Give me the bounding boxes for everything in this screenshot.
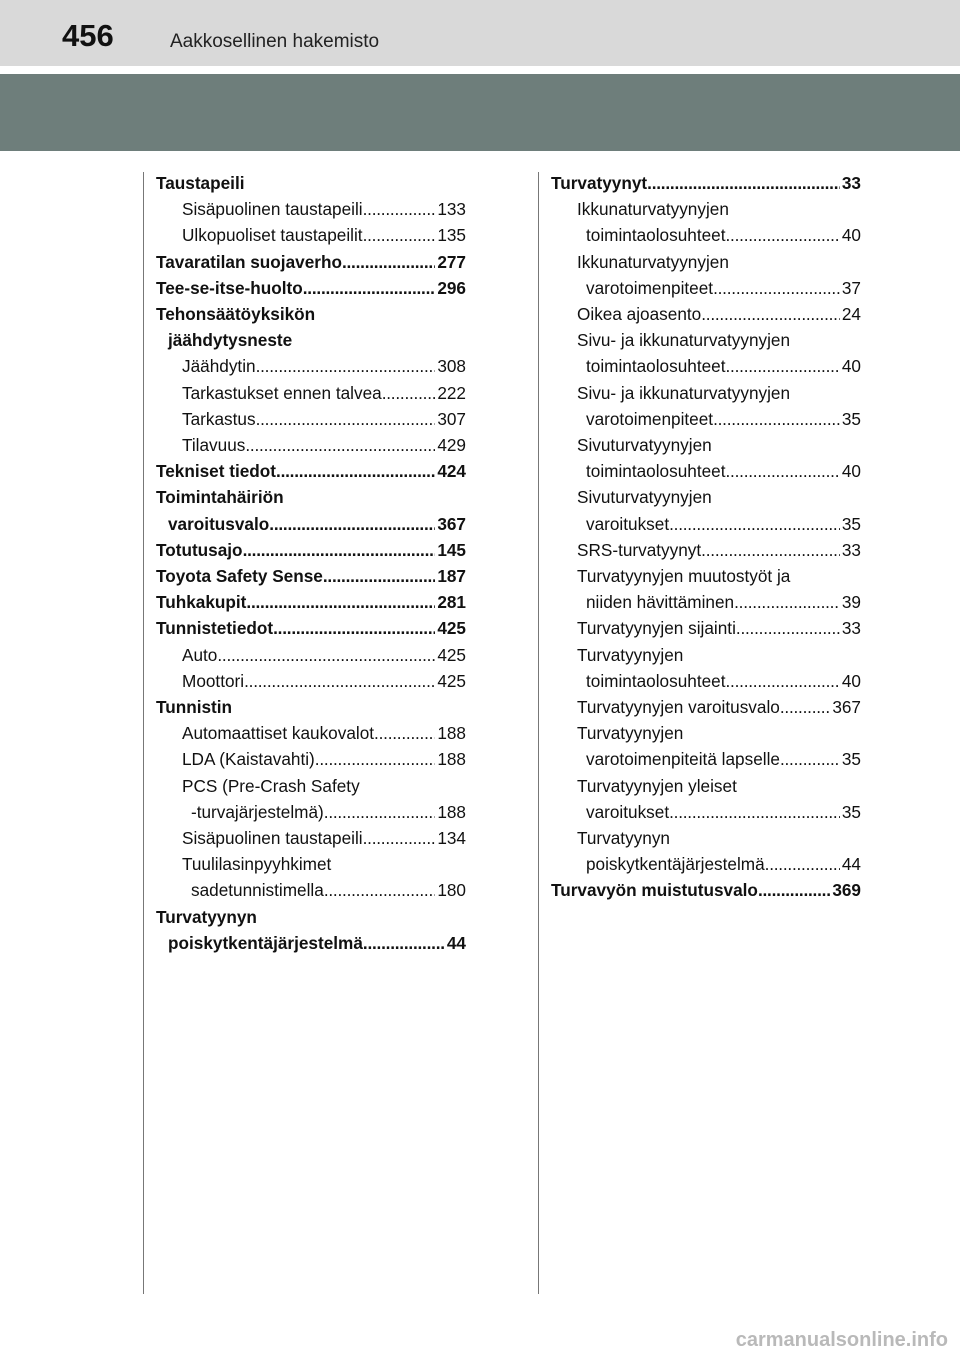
- index-term: Tilavuus: [182, 435, 246, 456]
- index-term: Sivuturvatyynyjen: [577, 435, 712, 456]
- index-entry: [551, 458, 861, 484]
- index-term: Moottori: [182, 670, 245, 691]
- index-entry: [156, 353, 466, 379]
- index-term: Turvatyynyn: [156, 906, 257, 927]
- index-term: Oikea ajoasento: [577, 304, 702, 325]
- dot-leader: [713, 406, 840, 432]
- dot-leader: [713, 275, 840, 301]
- index-entry: [551, 877, 861, 903]
- index-entry: [551, 511, 861, 537]
- index-entry: [156, 170, 466, 196]
- dot-leader: [363, 222, 436, 248]
- dot-leader: [244, 668, 435, 694]
- index-term: Tee-se-itse-huolto: [156, 277, 303, 298]
- index-term: -turvajärjestelmä): [191, 801, 324, 822]
- index-term: Tehonsäätöyksikön: [156, 304, 316, 325]
- dot-leader: [726, 458, 840, 484]
- dot-leader: [669, 511, 840, 537]
- dot-leader: [736, 615, 840, 641]
- index-term: Turvatyynyjen sijainti: [577, 618, 736, 639]
- index-term: toimintaolosuhteet: [586, 670, 726, 691]
- index-term: varotoimenpiteitä lapselle: [586, 749, 780, 770]
- page-reference: 425: [437, 670, 466, 691]
- index-term: Sisäpuolinen taustapeili: [182, 199, 363, 220]
- page-reference: 134: [437, 828, 466, 849]
- index-term: Tarkastukset ennen talvea: [182, 382, 382, 403]
- left-column-divider: [143, 172, 144, 1294]
- page-reference: 40: [841, 461, 861, 482]
- page-reference: 37: [841, 277, 861, 298]
- index-entry: [156, 458, 466, 484]
- page-reference: 367: [437, 513, 466, 534]
- page-reference: 424: [437, 461, 466, 482]
- dot-leader: [324, 877, 436, 903]
- index-term: toimintaolosuhteet: [586, 461, 726, 482]
- section-banner: [0, 74, 960, 151]
- page-reference: 425: [437, 644, 466, 665]
- index-entry: [156, 746, 466, 772]
- index-term: varoitusvalo: [168, 513, 270, 534]
- index-term: Sivu- ja ikkunaturvatyynyjen: [577, 330, 791, 351]
- index-term: Sivu- ja ikkunaturvatyynyjen: [577, 382, 791, 403]
- dot-leader: [780, 746, 840, 772]
- index-entry: [551, 615, 861, 641]
- index-term: Sivuturvatyynyjen: [577, 487, 712, 508]
- dot-leader: [269, 511, 435, 537]
- dot-leader: [273, 615, 435, 641]
- index-entry: [551, 746, 861, 772]
- page-reference: 222: [437, 382, 466, 403]
- index-term: varotoimenpiteet: [586, 408, 714, 429]
- dot-leader: [780, 694, 830, 720]
- page-reference: 188: [437, 749, 466, 770]
- index-term: Ulkopuoliset taustapeilit: [182, 225, 363, 246]
- watermark: carmanualsonline.info: [735, 1329, 948, 1351]
- index-entry: [551, 327, 861, 353]
- page-reference: 133: [437, 199, 466, 220]
- index-term: Tavaratilan suojaverho: [156, 251, 342, 272]
- dot-leader: [765, 851, 840, 877]
- index-term: SRS-turvatyynyt: [577, 539, 702, 560]
- dot-leader: [734, 589, 840, 615]
- dot-leader: [701, 537, 840, 563]
- dot-leader: [726, 668, 840, 694]
- index-entry: [551, 484, 861, 510]
- page-reference: 24: [841, 304, 861, 325]
- page-reference: 281: [437, 592, 466, 613]
- index-entry: [156, 720, 466, 746]
- index-entry: [156, 851, 466, 877]
- index-term: Turvatyynyjen: [577, 644, 684, 665]
- dot-leader: [374, 720, 435, 746]
- index-entry: [551, 222, 861, 248]
- page-reference: 35: [841, 749, 861, 770]
- index-term: poiskytkentäjärjestelmä: [168, 932, 363, 953]
- page-reference: 145: [437, 539, 466, 560]
- dot-leader: [363, 825, 436, 851]
- index-term: PCS (Pre-Crash Safety: [182, 775, 360, 796]
- page-reference: 40: [841, 356, 861, 377]
- dot-leader: [245, 432, 435, 458]
- index-entry: [551, 694, 861, 720]
- page-reference: 44: [841, 854, 861, 875]
- page-reference: 296: [437, 277, 466, 298]
- index-term: Tuulilasinpyyhkimet: [182, 854, 332, 875]
- index-term: Tuhkakupit: [156, 592, 247, 613]
- index-term: niiden hävittäminen: [586, 592, 735, 613]
- dot-leader: [669, 799, 840, 825]
- dot-leader: [363, 196, 436, 222]
- index-term: Tekniset tiedot: [156, 461, 277, 482]
- index-term: varoitukset: [586, 801, 670, 822]
- dot-leader: [217, 642, 435, 668]
- index-term: Ikkunaturvatyynyjen: [577, 199, 729, 220]
- index-term: Tunnistin: [156, 697, 233, 718]
- index-entry: [156, 196, 466, 222]
- page-reference: 180: [437, 880, 466, 901]
- index-entry: [156, 694, 466, 720]
- index-term: Jäähdytin: [182, 356, 256, 377]
- index-entry: [156, 668, 466, 694]
- index-term: sadetunnistimella: [191, 880, 324, 901]
- page-reference: 367: [832, 697, 861, 718]
- page-reference: 135: [437, 225, 466, 246]
- index-entry: [156, 563, 466, 589]
- dot-leader: [647, 170, 840, 196]
- index-term: Tarkastus: [182, 408, 256, 429]
- dot-leader: [701, 301, 840, 327]
- dot-leader: [323, 563, 435, 589]
- index-entry: [551, 249, 861, 275]
- index-term: poiskytkentäjärjestelmä: [586, 854, 765, 875]
- page-reference: 33: [841, 539, 861, 560]
- index-entry: [156, 904, 466, 930]
- index-entry: [551, 353, 861, 379]
- index-entry: [551, 380, 861, 406]
- page-reference: 44: [446, 932, 466, 953]
- index-entry: [551, 825, 861, 851]
- page-reference: 308: [437, 356, 466, 377]
- index-entry: [156, 301, 466, 327]
- index-term: varoitukset: [586, 513, 670, 534]
- index-entry: [551, 537, 861, 563]
- index-entry: [156, 615, 466, 641]
- index-term: LDA (Kaistavahti): [182, 749, 315, 770]
- index-term: Toyota Safety Sense: [156, 566, 323, 587]
- index-term: Sisäpuolinen taustapeili: [182, 828, 363, 849]
- index-term: Totutusajo: [156, 539, 243, 560]
- index-term: Taustapeili: [156, 173, 245, 193]
- index-entry: [156, 249, 466, 275]
- index-entry: [156, 380, 466, 406]
- index-entry: [551, 196, 861, 222]
- index-entry: [551, 275, 861, 301]
- page-reference: 429: [437, 435, 466, 456]
- index-entry: [551, 642, 861, 668]
- index-entry: [156, 275, 466, 301]
- index-entry: [551, 589, 861, 615]
- dot-leader: [363, 930, 445, 956]
- page-reference: 369: [832, 880, 861, 901]
- index-entry: [156, 484, 466, 510]
- page-reference: 187: [437, 566, 466, 587]
- dot-leader: [256, 406, 436, 432]
- index-entry: [551, 799, 861, 825]
- dot-leader: [342, 249, 435, 275]
- index-term: Turvavyön muistutusvalo: [551, 880, 758, 901]
- section-title: Aakkosellinen hakemisto: [170, 31, 380, 52]
- index-term: Turvatyynyjen yleiset: [577, 775, 737, 796]
- index-entry: [551, 432, 861, 458]
- index-entry: [551, 720, 861, 746]
- index-term: Turvatyynyjen varoitusvalo: [577, 697, 780, 718]
- dot-leader: [726, 353, 840, 379]
- page-reference: 188: [437, 801, 466, 822]
- page-reference: 40: [841, 670, 861, 691]
- dot-leader: [246, 589, 435, 615]
- page-reference: 40: [841, 225, 861, 246]
- index-entry: [551, 668, 861, 694]
- page-reference: 33: [841, 618, 861, 639]
- dot-leader: [303, 275, 436, 301]
- index-entry: [551, 563, 861, 589]
- index-entry: [156, 406, 466, 432]
- index-term: Turvatyynyn: [577, 828, 670, 849]
- index-entry: [156, 432, 466, 458]
- page-reference: 188: [437, 723, 466, 744]
- index-term: Automaattiset kaukovalot: [182, 723, 375, 744]
- page-reference: 425: [437, 618, 466, 639]
- index-entry: [156, 799, 466, 825]
- index-right-column: [551, 170, 861, 904]
- dot-leader: [243, 537, 436, 563]
- page-reference: 35: [841, 513, 861, 534]
- index-entry: [551, 851, 861, 877]
- page-reference: 307: [437, 408, 466, 429]
- index-entry: [156, 589, 466, 615]
- index-entry: [156, 773, 466, 799]
- dot-leader: [382, 380, 436, 406]
- page-reference: 277: [437, 251, 466, 272]
- index-entry: [156, 642, 466, 668]
- index-term: Turvatyynyjen: [577, 723, 684, 744]
- page-number: 456: [62, 18, 114, 53]
- dot-leader: [276, 458, 435, 484]
- dot-leader: [758, 877, 830, 903]
- index-entry: [551, 301, 861, 327]
- index-entry: [551, 170, 861, 196]
- index-term: jäähdytysneste: [168, 330, 293, 351]
- index-entry: [551, 773, 861, 799]
- index-entry: [156, 930, 466, 956]
- index-term: Turvatyynyt: [551, 173, 648, 193]
- index-entry: [156, 222, 466, 248]
- middle-column-divider: [538, 172, 539, 1294]
- index-entry: [156, 327, 466, 353]
- index-term: Tunnistetiedot: [156, 618, 274, 639]
- page-header: [0, 0, 960, 66]
- dot-leader: [256, 353, 436, 379]
- page-reference: 35: [841, 408, 861, 429]
- index-term: Ikkunaturvatyynyjen: [577, 251, 729, 272]
- index-entry: [156, 511, 466, 537]
- dot-leader: [726, 222, 840, 248]
- index-term: toimintaolosuhteet: [586, 225, 726, 246]
- index-term: Toimintahäiriön: [156, 487, 284, 508]
- index-term: Turvatyynyjen muutostyöt ja: [577, 566, 791, 587]
- dot-leader: [324, 799, 436, 825]
- page-reference: 33: [841, 173, 861, 193]
- index-entry: [156, 825, 466, 851]
- index-term: varotoimenpiteet: [586, 277, 714, 298]
- page-reference: 39: [841, 592, 861, 613]
- index-entry: [156, 877, 466, 903]
- index-term: Auto: [182, 644, 218, 665]
- dot-leader: [315, 746, 436, 772]
- index-entry: [156, 537, 466, 563]
- page-reference: 35: [841, 801, 861, 822]
- index-entry: [551, 406, 861, 432]
- index-left-column: [156, 170, 466, 956]
- index-term: toimintaolosuhteet: [586, 356, 726, 377]
